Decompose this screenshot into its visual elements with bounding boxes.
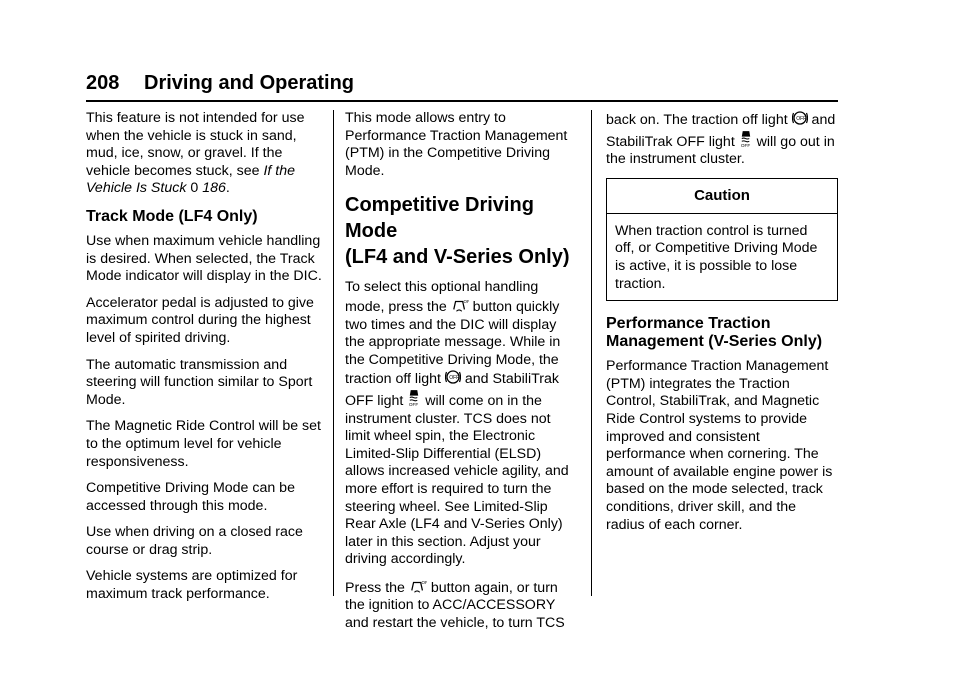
paragraph: Competitive Driving Mode can be accessed through this mode. xyxy=(86,480,295,514)
text: will come on in the instrument cluster. TCS does not limit wheel spin, the Electronic Limited-Slip Differential (ELSD) allows increased vehicle agility, and more effort is required to turn the steering wheel. See Limited-Slip Rear Axle (LF4 and V-Series Only) later in this section. Adjust your driving accordingly. xyxy=(345,392,569,568)
text: This feature is not intended for use when the vehicle is stuck in sand, mud, ice, snow, or gravel. If the vehicle becomes stuck, see xyxy=(86,110,305,179)
competitive-driving-heading xyxy=(345,192,577,270)
traction-off-light-icon xyxy=(445,369,461,385)
paragraph: Use when maximum vehicle handling is desired. When selected, the Track Mode indicator will display in the DIC. xyxy=(86,232,322,285)
page-number: 208 xyxy=(86,72,120,94)
paragraph: Vehicle systems are optimized for maximum track performance. xyxy=(86,568,298,603)
paragraph xyxy=(345,279,577,569)
stabilitrak-off-light-icon xyxy=(407,389,421,407)
heading-line: Competitive Driving Mode xyxy=(345,194,534,243)
text: To select this optional handling mode, press the xyxy=(345,279,539,315)
text: . xyxy=(225,180,230,197)
paragraph xyxy=(345,578,577,633)
traction-control-button-icon xyxy=(451,297,469,313)
stabilitrak-off-light-icon xyxy=(739,130,753,148)
text: button quickly two times and the DIC will display the appropriate message. While in the Competitive Driving Mode, the traction off light xyxy=(345,298,561,388)
page-header xyxy=(86,68,838,102)
column-2 xyxy=(345,110,577,642)
column-1 xyxy=(86,110,324,613)
caution-text: When traction control is turned off, or Competitive Driving Mode is active, it is possible to lose traction. xyxy=(615,222,818,292)
text: Press the xyxy=(345,579,409,596)
page-ref-symbol: 0 xyxy=(190,180,199,197)
stuck-link[interactable]: If the Vehicle Is Stuck xyxy=(86,162,295,197)
stuck-paragraph xyxy=(86,110,324,198)
text: back on. The traction off light xyxy=(606,112,792,128)
column-divider xyxy=(333,110,334,596)
section-title: Driving and Operating xyxy=(144,72,355,94)
ptm-heading xyxy=(606,315,838,351)
text: and StabiliTrak OFF light xyxy=(606,112,836,150)
traction-off-light-icon xyxy=(792,110,808,126)
text: button again, or turn the ignition to ACC/ACCESSORY and restart the vehicle, to turn TCS xyxy=(345,579,565,632)
paragraph xyxy=(606,110,838,169)
heading-line: Management (V-Series Only) xyxy=(606,333,823,351)
paragraph: The automatic transmission and steering will function similar to Sport Mode. xyxy=(86,356,313,408)
paragraph: The Magnetic Ride Control will be set to the optimum level for vehicle responsiveness. xyxy=(86,418,321,470)
header-rule xyxy=(86,100,838,102)
paragraph: Accelerator pedal is adjusted to give maximum control during the highest level of spirited driving. xyxy=(86,294,314,346)
traction-control-button-icon xyxy=(409,578,427,594)
paragraph: This mode allows entry to Performance Traction Management (PTM) in the Competitive Driving Mode. xyxy=(345,110,568,179)
heading-line: Performance Traction xyxy=(606,315,771,333)
paragraph: Use when driving on a closed race course or drag strip. xyxy=(86,524,303,558)
caution-box xyxy=(606,178,838,301)
column-divider xyxy=(591,110,592,596)
column-3 xyxy=(606,110,838,543)
track-mode-heading: Track Mode (LF4 Only) xyxy=(86,207,258,225)
caution-title: Caution xyxy=(607,179,837,214)
paragraph: Performance Traction Management (PTM) integrates the Traction Control, StabiliTrak, and Magnetic Ride Control systems to provide improved and consistent performance when cornering. The amount of available engine power is based on the mode selected, track conditions, driver skill, and the radius of each corner. xyxy=(606,358,833,533)
page-ref-number[interactable]: 186 xyxy=(202,180,226,197)
text: will go out in the instrument cluster. xyxy=(606,133,835,168)
heading-line: (LF4 and V-Series Only) xyxy=(345,246,570,269)
text: and StabiliTrak OFF light xyxy=(345,371,559,409)
